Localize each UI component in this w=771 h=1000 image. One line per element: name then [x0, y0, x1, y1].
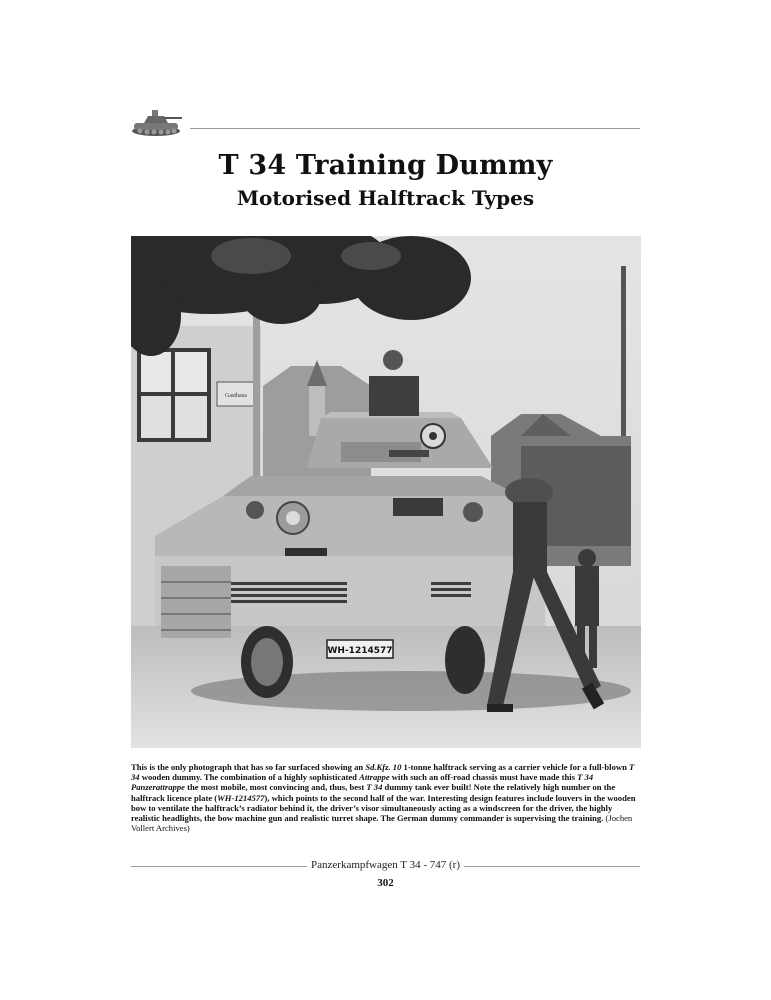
page-number: 302: [377, 877, 394, 889]
caption-italic: WH-1214577: [217, 792, 265, 803]
caption-text: with such an off-road chassis must have made this: [389, 772, 578, 783]
licence-plate-text: WH-1214577: [327, 646, 393, 656]
page-title: T 34 Training Dummy: [218, 150, 553, 181]
caption-italic: T 34: [366, 782, 383, 793]
caption-text: wooden dummy. The combination of a highly sophisticated: [139, 772, 360, 783]
caption-source: (Jochen Vollert Archives): [131, 813, 633, 834]
caption-text: dummy tank ever built! Note the relatively high number on the halftrack licence plate (: [131, 782, 616, 803]
header-divider: [190, 128, 640, 129]
caption-text: the most mobile, most convincing and, thus, best: [184, 782, 367, 793]
photo-caption: [131, 762, 641, 833]
running-footer-title: Panzerkampfwagen T 34 - 747 (r): [311, 859, 460, 871]
caption-text: 1-tonne halftrack serving as a carrier vehicle for a full-blown: [401, 762, 630, 772]
caption-italic: T 34 Panzerattrappe: [131, 772, 594, 793]
archive-photograph: [131, 236, 641, 748]
tank-icon: [130, 106, 184, 138]
caption-italic: Attrappe: [359, 772, 390, 783]
caption-text: ), which points to the second half of the war. Interesting design features include louvers in the wooden bow to ventilate the halftrack’s radiator behind it, the driver’s visor simultaneously acting as a windscreen for the driver, the highly realistic headlights, the bow machine gun and realistic turret shape. The German dummy commander is supervising the training.: [131, 792, 636, 824]
caption-italic: T 34: [131, 762, 635, 783]
caption-italic: Sd.Kfz. 10: [365, 762, 402, 772]
caption-text: This is the only photograph that has so far surfaced showing an: [131, 762, 366, 772]
gasthaus-sign-text: Gasthaus: [225, 393, 247, 399]
page-subtitle: Motorised Halftrack Types: [236, 186, 535, 210]
